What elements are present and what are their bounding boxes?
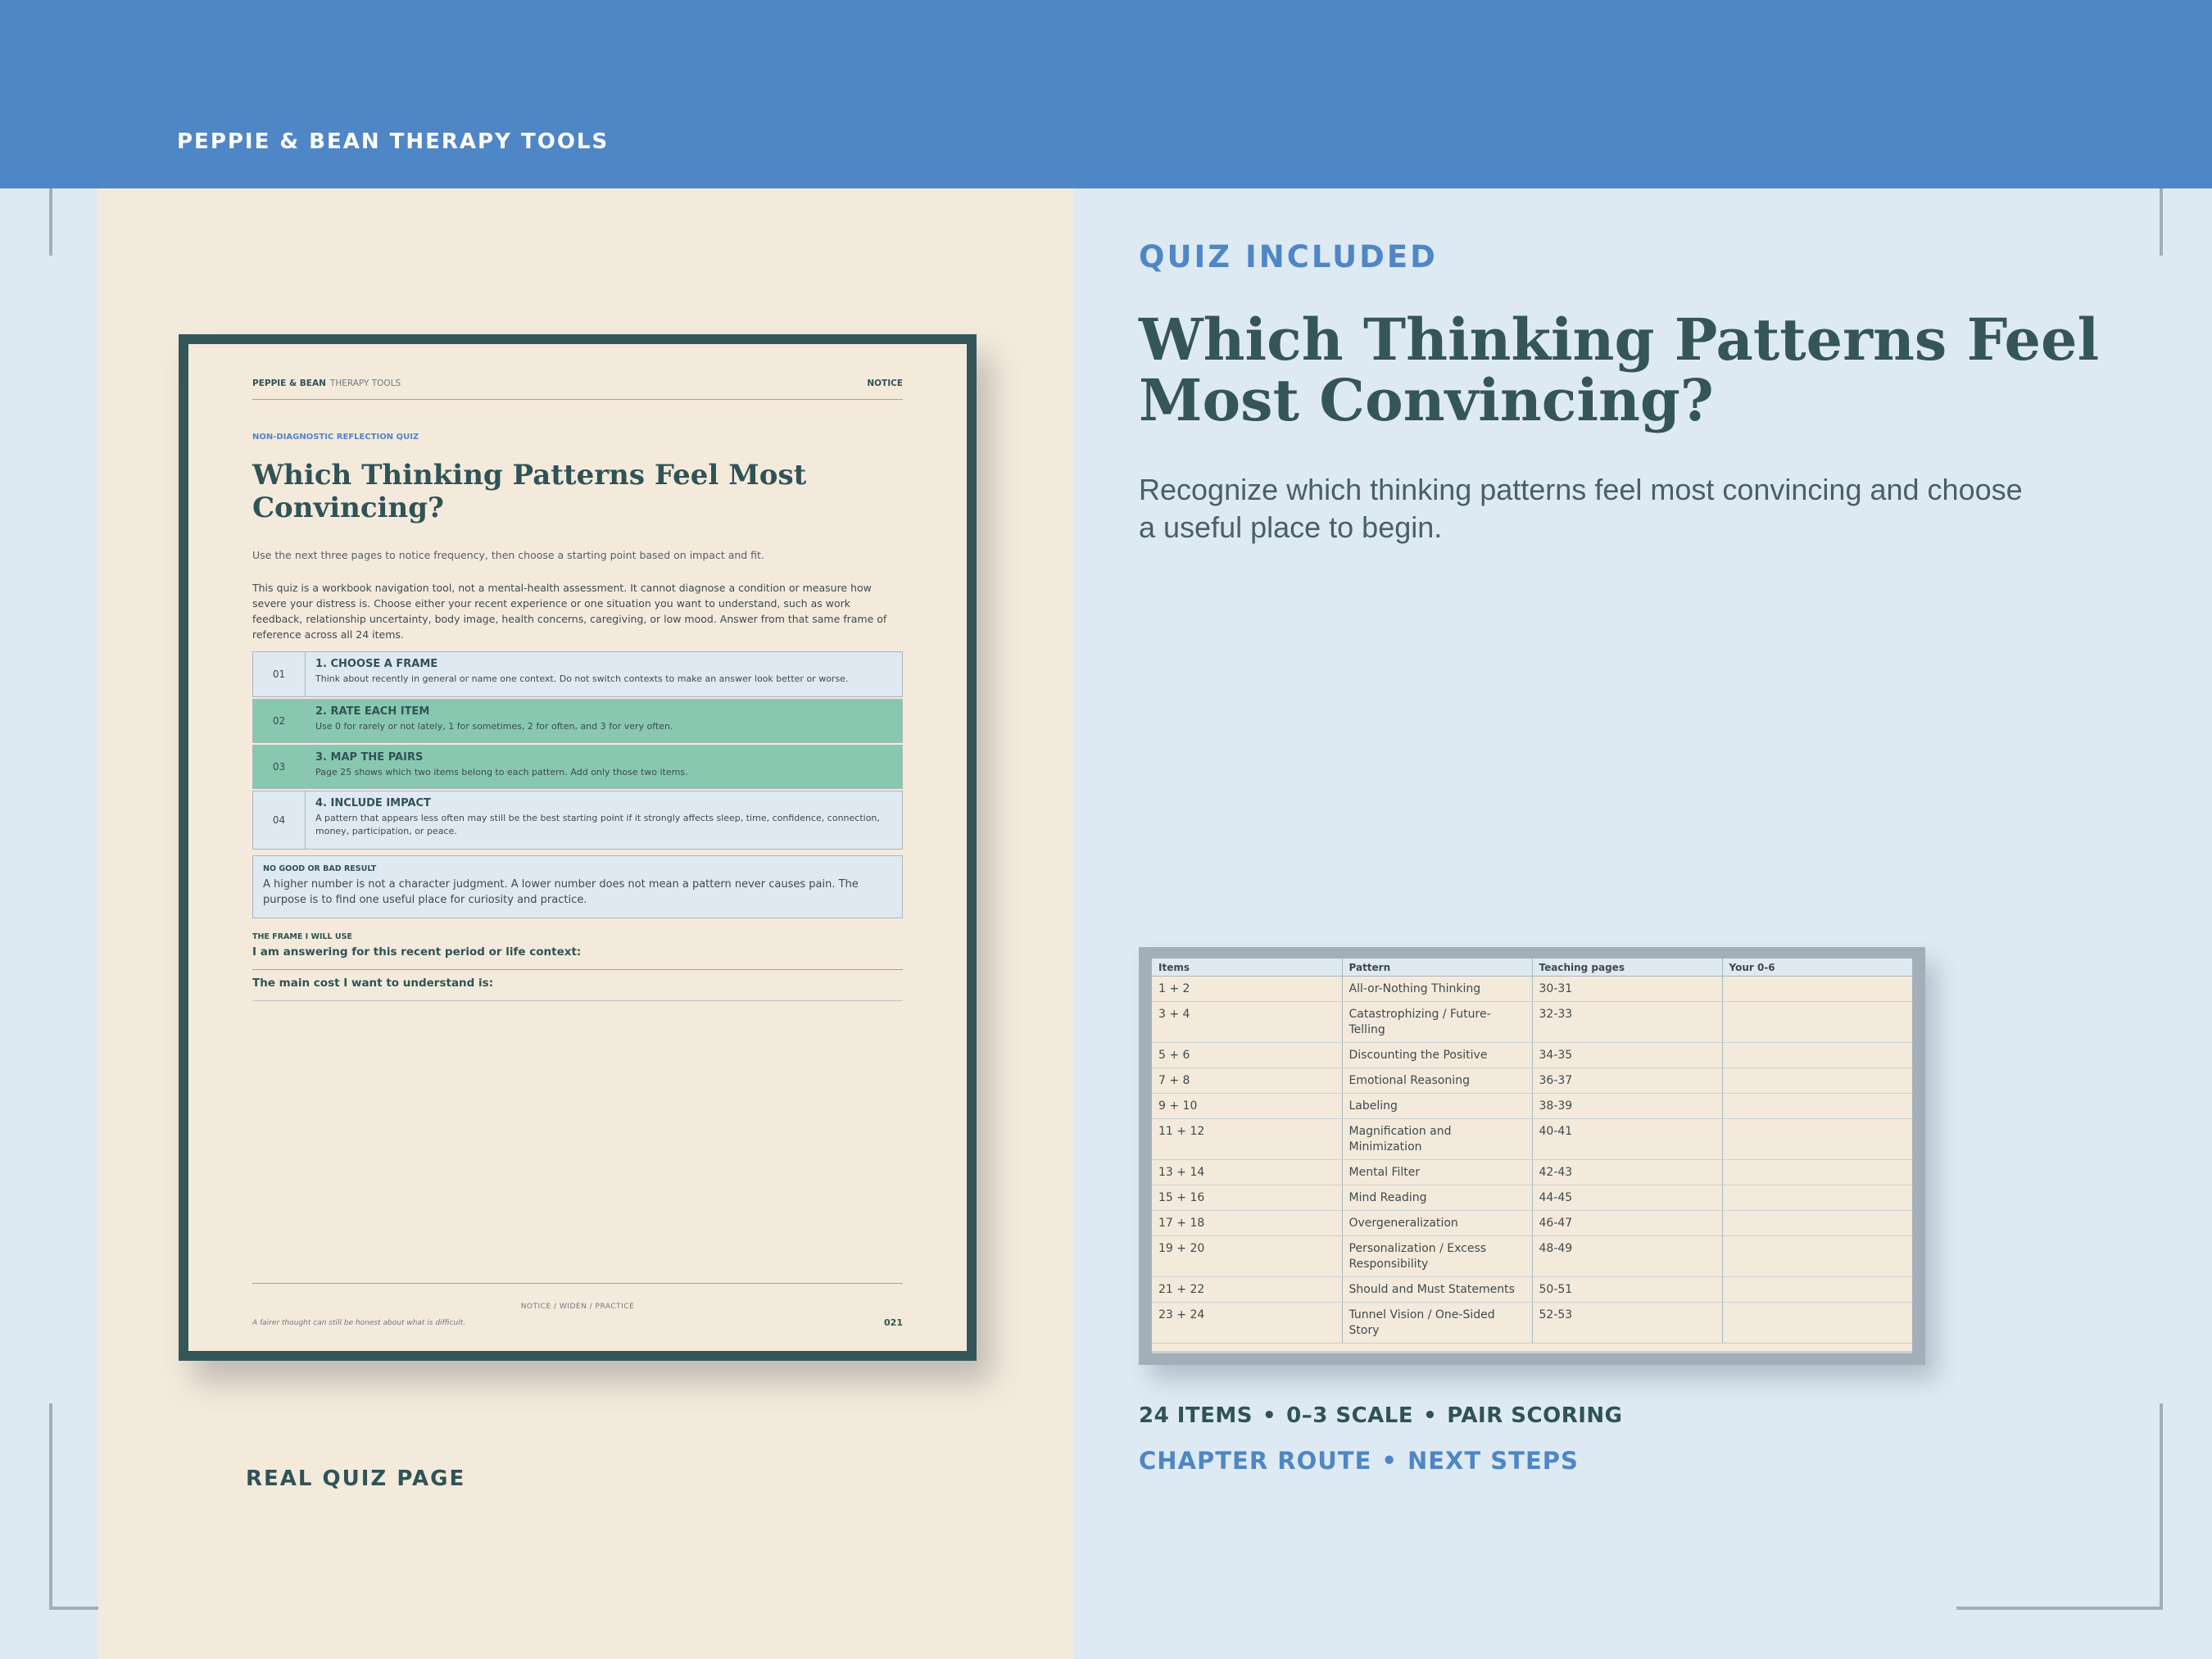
column-header: Teaching pages xyxy=(1532,959,1722,977)
pages-cell: 38-39 xyxy=(1532,1094,1722,1119)
score-cell[interactable] xyxy=(1722,977,1912,1002)
subtitle: Recognize which thinking patterns feel most convincing and choose a useful place to begin. xyxy=(1139,473,2023,544)
steps-list xyxy=(252,651,903,851)
fact-scale: 0–3 SCALE xyxy=(1286,1403,1414,1428)
fact-scoring: PAIR SCORING xyxy=(1447,1403,1623,1428)
pattern-cell: Catastrophizing / Future-Telling xyxy=(1342,1002,1532,1043)
bullet-dot: • xyxy=(1381,1447,1398,1475)
page-kicker: NON-DIAGNOSTIC REFLECTION QUIZ xyxy=(252,433,419,442)
pages-cell: 48-49 xyxy=(1532,1236,1722,1277)
items-cell: 9 + 10 xyxy=(1152,1094,1342,1119)
score-cell[interactable] xyxy=(1722,1160,1912,1185)
page-header-section: NOTICE xyxy=(867,378,903,388)
eyebrow-label: QUIZ INCLUDED xyxy=(1139,239,1438,274)
score-cell[interactable] xyxy=(1722,1002,1912,1043)
page-number: 021 xyxy=(884,1317,903,1328)
score-cell[interactable] xyxy=(1722,1043,1912,1068)
pages-cell: 30-31 xyxy=(1532,977,1722,1002)
footer-divider xyxy=(252,1283,903,1284)
items-cell: 5 + 6 xyxy=(1152,1043,1342,1068)
step-item xyxy=(252,651,903,697)
bullet-dot: • xyxy=(1262,1403,1277,1428)
frame-line-context: I am answering for this recent period or life context: xyxy=(252,945,903,970)
brand-name: PEPPIE & BEAN THERAPY TOOLS xyxy=(177,129,610,154)
step-title: 3. MAP THE PAIRS xyxy=(315,751,424,764)
score-cell[interactable] xyxy=(1722,1094,1912,1119)
top-banner xyxy=(0,0,2212,188)
pages-cell: 44-45 xyxy=(1532,1185,1722,1211)
pattern-cell: Mind Reading xyxy=(1342,1185,1532,1211)
items-cell: 15 + 16 xyxy=(1152,1185,1342,1211)
pattern-cell: Labeling xyxy=(1342,1094,1532,1119)
items-cell: 3 + 4 xyxy=(1152,1002,1342,1043)
fact-next-steps: NEXT STEPS xyxy=(1407,1447,1579,1475)
page-title: Which Thinking Patterns Feel Most Convincing? xyxy=(252,459,807,524)
score-cell[interactable] xyxy=(1722,1277,1912,1303)
headline: Which Thinking Patterns Feel Most Convincing? xyxy=(1139,306,2100,434)
items-cell: 11 + 12 xyxy=(1152,1119,1342,1160)
pattern-cell: Emotional Reasoning xyxy=(1342,1068,1532,1094)
score-cell[interactable] xyxy=(1722,1303,1912,1344)
pattern-cell: Overgeneralization xyxy=(1342,1211,1532,1236)
column-header: Pattern xyxy=(1342,959,1532,977)
page-lead: Use the next three pages to notice frequency, then choose a starting point based on impact and fit. xyxy=(252,549,764,561)
pages-cell: 50-51 xyxy=(1532,1277,1722,1303)
score-cell[interactable] xyxy=(1722,1236,1912,1277)
table-row xyxy=(1152,1002,1912,1043)
corner-bracket-top-right xyxy=(2160,188,2163,256)
scoring-table xyxy=(1152,959,1912,1344)
step-number: 02 xyxy=(253,700,306,742)
column-header: Items xyxy=(1152,959,1342,977)
table-row xyxy=(1152,1068,1912,1094)
pattern-cell: Mental Filter xyxy=(1342,1160,1532,1185)
pattern-cell: All-or-Nothing Thinking xyxy=(1342,977,1532,1002)
step-item xyxy=(252,791,903,850)
footer-nav: NOTICE / WIDEN / PRACTICE xyxy=(520,1303,635,1311)
table-row xyxy=(1152,1277,1912,1303)
items-cell: 23 + 24 xyxy=(1152,1303,1342,1344)
step-item xyxy=(252,699,903,743)
pages-cell: 34-35 xyxy=(1532,1043,1722,1068)
pattern-cell: Personalization / Excess Responsibility xyxy=(1342,1236,1532,1277)
column-header: Your 0-6 xyxy=(1722,959,1912,977)
footer-quote: A fairer thought can still be honest about what is difficult. xyxy=(252,1319,466,1327)
step-desc: A pattern that appears less often may still be the best starting point if it strongly affects sleep, time, confidence, connection, money, participation, or peace. xyxy=(315,813,880,836)
table-row xyxy=(1152,1236,1912,1277)
facts-line xyxy=(1139,1403,1623,1428)
items-cell: 21 + 22 xyxy=(1152,1277,1342,1303)
step-desc: Use 0 for rarely or not lately, 1 for sometimes, 2 for often, and 3 for very often. xyxy=(315,721,673,732)
preview-caption: REAL QUIZ PAGE xyxy=(246,1466,466,1491)
items-cell: 7 + 8 xyxy=(1152,1068,1342,1094)
pages-cell: 40-41 xyxy=(1532,1119,1722,1160)
step-number: 01 xyxy=(253,652,306,696)
pages-cell: 52-53 xyxy=(1532,1303,1722,1344)
pattern-cell: Magnification and Minimization xyxy=(1342,1119,1532,1160)
table-header-row xyxy=(1152,959,1912,977)
step-item xyxy=(252,745,903,789)
step-number: 03 xyxy=(253,746,306,788)
table-row xyxy=(1152,1211,1912,1236)
note-text: A higher number is not a character judgment. A lower number does not mean a pattern never causes pain. The purpose is to find one useful place for curiosity and practice. xyxy=(263,878,859,906)
scoring-table-card xyxy=(1139,947,1925,1365)
score-cell[interactable] xyxy=(1722,1185,1912,1211)
note-kicker: NO GOOD OR BAD RESULT xyxy=(263,864,377,873)
score-cell[interactable] xyxy=(1722,1211,1912,1236)
quiz-page xyxy=(188,344,967,1351)
page-header-brand: PEPPIE & BEAN xyxy=(252,378,326,388)
pages-cell: 32-33 xyxy=(1532,1002,1722,1043)
step-desc: Page 25 shows which two items belong to each pattern. Add only those two items. xyxy=(315,767,688,777)
table-row xyxy=(1152,1303,1912,1344)
scoring-table-wrap xyxy=(1152,959,1912,1353)
page-header-sub: THERAPY TOOLS xyxy=(329,378,401,388)
corner-bracket-top-left xyxy=(49,188,52,256)
pages-cell: 36-37 xyxy=(1532,1068,1722,1094)
quiz-page-preview xyxy=(179,334,977,1361)
bullet-dot: • xyxy=(1423,1403,1438,1428)
table-row xyxy=(1152,1185,1912,1211)
step-title: 4. INCLUDE IMPACT xyxy=(315,797,431,809)
step-title: 2. RATE EACH ITEM xyxy=(315,705,430,718)
pattern-cell: Discounting the Positive xyxy=(1342,1043,1532,1068)
note-box xyxy=(252,855,903,918)
items-cell: 1 + 2 xyxy=(1152,977,1342,1002)
items-cell: 17 + 18 xyxy=(1152,1211,1342,1236)
frame-kicker: THE FRAME I WILL USE xyxy=(252,932,352,941)
pattern-cell: Should and Must Statements xyxy=(1342,1277,1532,1303)
facts-line-secondary xyxy=(1139,1447,1579,1475)
table-row xyxy=(1152,1119,1912,1160)
page-header xyxy=(252,378,903,400)
table-row xyxy=(1152,1160,1912,1185)
pages-cell: 42-43 xyxy=(1532,1160,1722,1185)
table-row xyxy=(1152,1043,1912,1068)
step-desc: Think about recently in general or name one context. Do not switch contexts to make an answer look better or worse. xyxy=(315,673,849,684)
pattern-cell: Tunnel Vision / One-Sided Story xyxy=(1342,1303,1532,1344)
corner-bracket-bottom-right xyxy=(1956,1403,2163,1610)
corner-bracket-bottom-left xyxy=(49,1403,98,1610)
pages-cell: 46-47 xyxy=(1532,1211,1722,1236)
items-cell: 19 + 20 xyxy=(1152,1236,1342,1277)
step-number: 04 xyxy=(253,791,306,849)
table-row xyxy=(1152,977,1912,1002)
items-cell: 13 + 14 xyxy=(1152,1160,1342,1185)
score-cell[interactable] xyxy=(1722,1068,1912,1094)
page-intro: This quiz is a workbook navigation tool, not a mental-health assessment. It cannot diagnose a condition or measure how severe your distress is. Choose either your recent experience or one situation you want to understand, such as work feedback, relationship uncertainty, body image, health concerns, caregiving, or low mood. Answer from that same frame of reference across all 24 items. xyxy=(252,582,887,641)
fact-items: 24 ITEMS xyxy=(1139,1403,1253,1428)
fact-chapter-route: CHAPTER ROUTE xyxy=(1139,1447,1372,1475)
table-row xyxy=(1152,1094,1912,1119)
step-title: 1. CHOOSE A FRAME xyxy=(315,658,438,670)
score-cell[interactable] xyxy=(1722,1119,1912,1160)
frame-line-cost: The main cost I want to understand is: xyxy=(252,977,903,1001)
